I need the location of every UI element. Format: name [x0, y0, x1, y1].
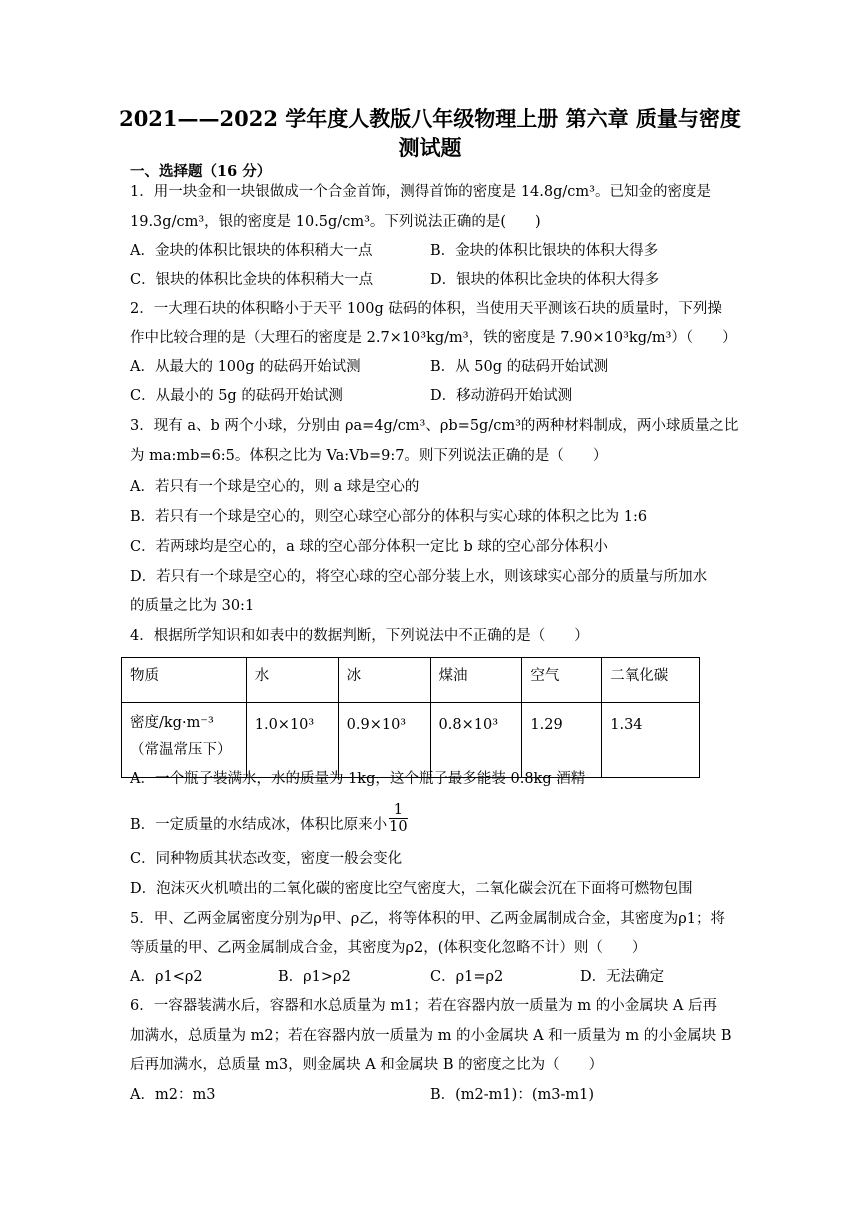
question-1-stem-line1: 1．用一块金和一块银做成一个合金首饰，测得首饰的密度是 14.8g/cm³。已知金的密度是 [130, 184, 711, 200]
question-6-option-b: B．(m2-m1)：(m3-m1) [430, 1087, 594, 1103]
question-1-stem-line2: 19.3g/cm³，银的密度是 10.5g/cm³。下列说法正确的是( ) [130, 214, 541, 230]
question-3-option-d-line2: 的质量之比为 30:1 [130, 598, 255, 614]
question-5-option-d: D．无法确定 [580, 969, 665, 985]
table-row [122, 703, 700, 778]
question-6-stem-line3: 后再加满水，总质量 m3，则金属块 A 和金属块 B 的密度之比为（ ） [130, 1057, 604, 1073]
question-5-option-c: C．ρ1=ρ2 [430, 969, 504, 985]
table-header-cell: 空气 [522, 658, 602, 703]
table-cell: 0.9×10³ [338, 703, 430, 778]
question-3-stem-line1: 3．现有 a、b 两个小球，分别由 ρa=4g/cm³、ρb=5g/cm³的两种材料制成，两小球质量之比 [130, 418, 739, 434]
row-label-density: 密度/kg·m⁻³ [130, 715, 214, 731]
table-header-cell: 冰 [338, 658, 430, 703]
question-3-option-d-line1: D．若只有一个球是空心的，将空心球的空心部分装上水，则该球实心部分的质量与所加水 [130, 569, 708, 585]
question-2-stem-line2: 作中比较合理的是（大理石的密度是 2.7×10³kg/m³，铁的密度是 7.90×10³kg/m³）（ ） [130, 330, 737, 346]
question-2-stem-line1: 2．一大理石块的体积略小于天平 100g 砝码的体积，当使用天平测该石块的质量时，下列操 [130, 301, 722, 317]
question-3-option-c: C．若两球均是空心的，a 球的空心部分体积一定比 b 球的空心部分体积小 [130, 539, 608, 555]
question-4-option-c: C．同种物质其状态改变，密度一般会变化 [130, 851, 403, 867]
fraction-denominator: 10 [389, 819, 408, 835]
question-5-option-a: A．ρ1<ρ2 [130, 969, 203, 985]
question-4-option-b [130, 802, 408, 835]
table-header-cell: 物质 [122, 658, 247, 703]
table-cell: 1.34 [602, 703, 700, 778]
question-4-stem: 4．根据所学知识和如表中的数据判断，下列说法中不正确的是（ ） [130, 628, 589, 644]
table-header-cell: 二氧化碳 [602, 658, 700, 703]
question-6-option-a: A．m2：m3 [130, 1087, 216, 1103]
table-cell: 0.8×10³ [430, 703, 522, 778]
table-header-row [122, 658, 700, 703]
question-6-stem-line2: 加满水，总质量为 m2；若在容器内放一质量为 m 的小金属块 A 和一质量为 m 的小金属块 B [130, 1028, 732, 1044]
question-2-option-d: D．移动游码开始试测 [430, 388, 573, 404]
question-2-option-b: B．从 50g 的砝码开始试测 [430, 359, 609, 375]
density-table [121, 657, 700, 778]
question-3-stem-line2: 为 ma:mb=6:5。体积之比为 Va:Vb=9:7。则下列说法正确的是（ ） [130, 448, 608, 464]
question-1-option-b: B．金块的体积比银块的体积大得多 [430, 243, 659, 259]
question-1-option-a: A．金块的体积比银块的体积稍大一点 [130, 243, 373, 259]
question-2-option-a: A．从最大的 100g 的砝码开始试测 [130, 359, 361, 375]
question-1-option-c: C．银块的体积比金块的体积稍大一点 [130, 272, 374, 288]
question-3-option-a: A．若只有一个球是空心的，则 a 球是空心的 [130, 479, 420, 495]
question-1-option-d: D．银块的体积比金块的体积大得多 [430, 272, 660, 288]
section-heading: 一、选择题（16 分） [130, 163, 272, 180]
question-2-option-c: C．从最小的 5g 的砝码开始试测 [130, 388, 343, 404]
fraction-numerator: 1 [389, 802, 407, 819]
question-4-option-a: A．一个瓶子装满水，水的质量为 1kg，这个瓶子最多能装 0.8kg 酒精 [130, 771, 586, 787]
question-6-stem-line1: 6．一容器装满水后，容器和水总质量为 m1；若在容器内放一质量为 m 的小金属块 A 后再 [130, 998, 717, 1014]
page-title: 2021——2022 学年度人教版八年级物理上册 第六章 质量与密度 测试题 [119, 106, 741, 160]
question-3-option-b: B．若只有一个球是空心的，则空心球空心部分的体积与实心球的体积之比为 1:6 [130, 509, 648, 525]
table-header-cell: 水 [246, 658, 338, 703]
table-row-label [122, 703, 247, 778]
question-5-option-b: B．ρ1>ρ2 [278, 969, 351, 985]
question-5-stem-line1: 5．甲、乙两金属密度分别为ρ甲、ρ乙，将等体积的甲、乙两金属制成合金，其密度为ρ1；将 [130, 911, 726, 927]
table-cell: 1.0×10³ [246, 703, 338, 778]
table-cell: 1.29 [522, 703, 602, 778]
row-label-condition: （常温常压下） [130, 742, 232, 758]
fraction-one-tenth [389, 802, 407, 835]
question-4-option-b-text: B．一定质量的水结成冰，体积比原来小 [130, 816, 388, 833]
question-4-option-d: D．泡沫灭火机喷出的二氧化碳的密度比空气密度大，二氧化碳会沉在下面将可燃物包围 [130, 881, 693, 897]
question-5-stem-line2: 等质量的甲、乙两金属制成合金，其密度为ρ2，(体积变化忽略不计）则（ ） [130, 940, 647, 956]
table-header-cell: 煤油 [430, 658, 522, 703]
